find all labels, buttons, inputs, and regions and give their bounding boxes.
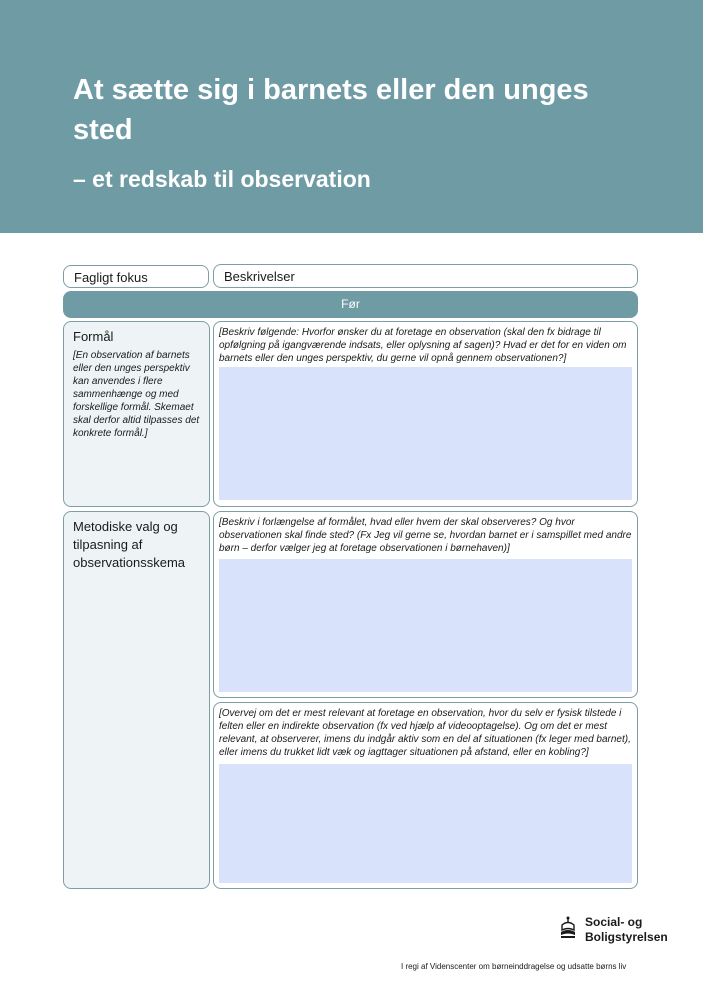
text-entry-field-metodiske-valg-2[interactable] [219,764,632,883]
text-entry-field-formaal[interactable] [219,367,632,500]
prompt-text: [Overvej om det er mest relevant at foretage en observation, hvor du selv er fysisk tilstede i felten eller en indirekte observation (fx ved hjælp af videooptagelse). Og om det er mest relevant, at observerer, imens du indgår aktiv som en del af situationen (fx leger med barnet), eller imens du trukket lidt væk og iagttager situationen på afstand, eller en kobling?] [219,708,631,758]
row-label-formaal [63,321,210,507]
column-header-faglig-fokus [63,265,209,288]
section-band-foer: Før [63,291,638,318]
column-header-beskrivelser [213,264,638,288]
description-cell-formaal [213,321,638,507]
prompt-text: [Beskriv følgende: Hvorfor ønsker du at foretage en observation (skal den fx bidrage til opfølgning på igangværende indsats, eller oplysning af sagen)? Hvad er det for en viden om barnets eller den unges perspektiv, du gerne vil opnå gennem observationen?] [219,327,627,364]
agency-line-1: Social- og [585,915,643,929]
row-title: Formål [73,329,114,344]
header-banner [0,0,703,233]
description-cell-metodiske-valg-2 [213,702,638,889]
footer-tagline: I regi af Videnscenter om børneinddragelse og udsatte børns liv [401,962,627,971]
column-header-label: Fagligt fokus [74,270,148,285]
agency-line-2: Boligstyrelsen [585,930,668,944]
row-note: [En observation af barnets eller den unges perspektiv kan anvendes i flere sammenhænge og med forskellige formål. Skemaet skal derfor altid tilpasses det konkrete formål.] [73,350,200,439]
row-label-metodiske-valg [63,511,210,889]
agency-name [585,915,668,945]
page-title: At sætte sig i barnets eller den unges sted [73,74,589,146]
prompt-text: [Beskriv i forlængelse af formålet, hvad eller hvem der skal observeres? Og hvor observationen skal finde sted? (Fx Jeg vil gerne se, hvordan barnet er i samspillet med andre børn – derfor vælger jeg at foretage observationen i børnehaven)] [219,517,632,554]
page-subtitle: – et redskab til observation [73,166,371,192]
crown-icon [558,916,578,940]
description-cell-metodiske-valg-1 [213,511,638,698]
agency-logo [558,914,668,954]
column-header-label: Beskrivelser [224,269,295,284]
text-entry-field-metodiske-valg-1[interactable] [219,559,632,692]
row-title: Metodiske valg og tilpasning af observationsskema [73,519,185,570]
